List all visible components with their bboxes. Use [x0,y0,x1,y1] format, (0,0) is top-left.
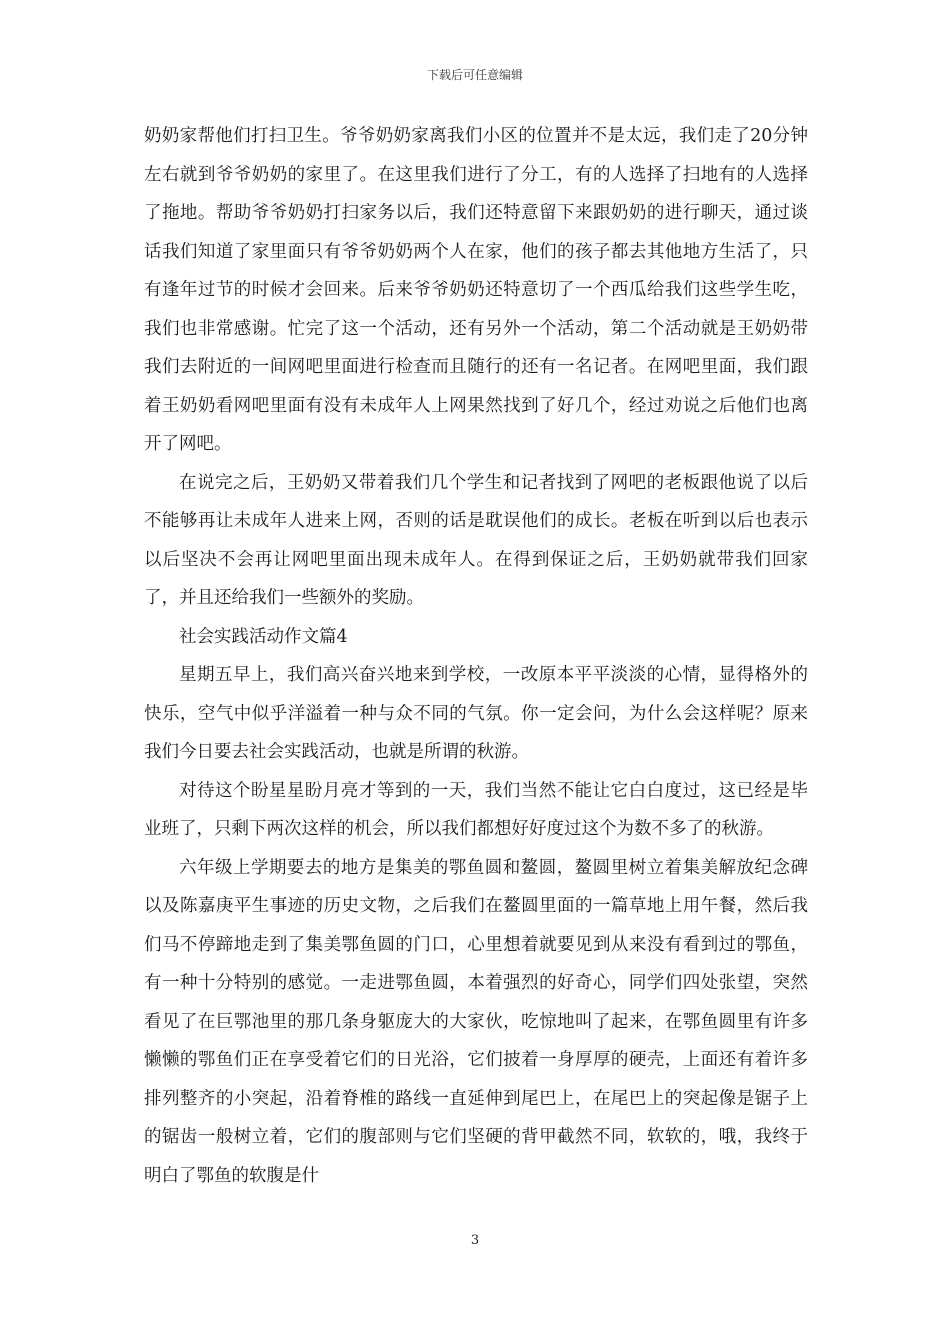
paragraph: 在说完之后，王奶奶又带着我们几个学生和记者找到了网吧的老板跟他说了以后不能够再让未成年人进来上网，否则的话是耽误他们的成长。老板在听到以后也表示以后坚决不会再让网吧里面出现未成年人。在得到保证之后，王奶奶就带我们回家了，并且还给我们一些额外的奖励。 [144,472,808,608]
page-header: 下载后可任意编辑 [426,68,523,82]
page-number: 3 [470,1233,480,1248]
paragraph: 奶奶家帮他们打扫卫生。爷爷奶奶家离我们小区的位置并不是太远，我们走了20分钟左右就到爷爷奶奶的家里了。在这里我们进行了分工，有的人选择了扫地有的人选择了拖地。帮助爷爷奶奶打扫家务以后，我们还特意留下来跟奶奶的进行聊天，通过谈话我们知道了家里面只有爷爷奶奶两个人在家，他们的孩子都去其他地方生活了，只有逢年过节的时候才会回来。后来爷爷奶奶还特意切了一个西瓜给我们这些学生吃，我们也非常感谢。忙完了这一个活动，还有另外一个活动，第二个活动就是王奶奶带我们去附近的一间网吧里面进行检查而且随行的还有一名记者。在网吧里面，我们跟着王奶奶看网吧里面有没有未成年人上网果然找到了好几个，经过劝说之后他们也离开了网吧。 [144,126,808,454]
document-body [144,117,808,1195]
paragraph: 六年级上学期要去的地方是集美的鄂鱼圆和鳌圆，鳌圆里树立着集美解放纪念碑以及陈嘉庚平生事迹的历史文物，之后我们在鳌圆里面的一篇草地上用午餐，然后我们马不停蹄地走到了集美鄂鱼圆的门口，心里想着就要见到从来没有看到过的鄂鱼，有一种十分特别的感觉。一走进鄂鱼圆，本着强烈的好奇心，同学们四处张望，突然看见了在巨鄂池里的那几条身躯庞大的大家伙，吃惊地叫了起来，在鄂鱼圆里有许多懒懒的鄂鱼们正在享受着它们的日光浴，它们披着一身厚厚的硬壳，上面还有着许多排列整齐的小突起，沿着脊椎的路线一直延伸到尾巴上，在尾巴上的突起像是锯子上的锯齿一般树立着，它们的腹部则与它们坚硬的背甲截然不同，软软的，哦，我终于明白了鄂鱼的软腹是什 [144,857,808,1186]
section-heading: 社会实践活动作文篇4 [179,626,348,647]
paragraph: 对待这个盼星星盼月亮才等到的一天，我们当然不能让它白白度过，这已经是毕业班了，只剩下两次这样的机会，所以我们都想好好度过这个为数不多了的秋游。 [144,780,808,839]
paragraph: 星期五早上，我们高兴奋兴地来到学校，一改原本平平淡淡的心情，显得格外的快乐，空气中似乎洋溢着一种与众不同的气氛。你一定会问，为什么会这样呢？原来我们今日要去社会实践活动，也就是所谓的秋游。 [144,665,808,762]
